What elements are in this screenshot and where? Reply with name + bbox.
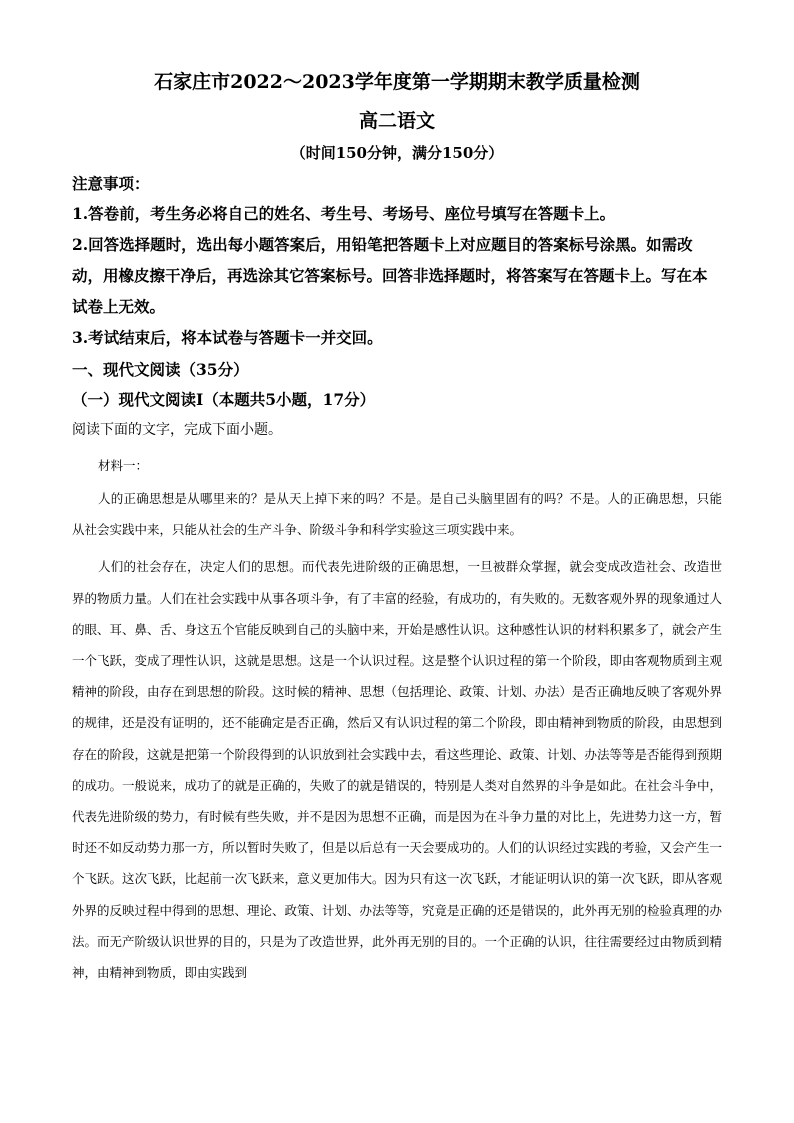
material-paragraph-1: 人的正确思想是从哪里来的？是从天上掉下来的吗？不是。是自己头脑里固有的吗？不是。人的正确思想，只能从社会实践中来，只能从社会的生产斗争、阶级斗争和科学实验这三项实践中来。	[72, 491, 722, 538]
reading-instruction: 阅读下面的文字，完成下面小题。	[72, 422, 282, 438]
exam-subject: 高二语文	[358, 110, 435, 132]
section-title: 一、现代文阅读（35分）	[72, 360, 249, 379]
exam-title: 石家庄市2022～2023学年度第一学期期末教学质量检测	[154, 71, 640, 93]
notice-item-2: 2.回答选择题时，选出每小题答案后，用铅笔把答题卡上对应题目的答案标号涂黑。如需改动，用橡皮擦干净后，再选涂其它答案标号。回答非选择题时，将答案写在答题卡上。写在本试卷上无效。	[72, 235, 708, 316]
subsection-title: （一）现代文阅读Ⅰ（本题共5小题，17分）	[72, 390, 376, 409]
notice-item-1: 1.答卷前，考生务必将自己的姓名、考生号、考场号、座位号填写在答题卡上。	[72, 204, 616, 223]
material-paragraph-2: 人们的社会存在，决定人们的思想。而代表先进阶级的正确思想，一旦被群众掌握，就会变成改造社会、改造世界的物质力量。人们在社会实践中从事各项斗争，有了丰富的经验，有成功的，有失败的。无数客观外界的现象通过人的眼、耳、鼻、舌、身这五个官能反映到自己的头脑中来，开始是感性认识。这种感性认识的材料积累多了，就会产生一个飞跃，变成了理性认识，这就是思想。这是一个认识过程。这是整个认识过程的第一个阶段，即由客观物质到主观精神的阶段，由存在到思想的阶段。这时候的精神、思想（包括理论、政策、计划、办法）是否正确地反映了客观外界的规律，还是没有证明的，还不能确定是否正确，然后又有认识过程的第二个阶段，即由精神到物质的阶段，由思想到存在的阶段，这就是把第一个阶段得到的认识放到社会实践中去，看这些理论、政策、计划、办法等等是否能得到预期的成功。一般说来，成功了的就是正确的，失败了的就是错误的，特别是人类对自然界的斗争是如此。在社会斗争中，代表先进阶级的势力，有时候有些失败，并不是因为思想不正确，而是因为在斗争力量的对比上，先进势力这一方，暂时还不如反动势力那一方，所以暂时失败了，但是以后总有一天会要成功的。人们的认识经过实践的考验，又会产生一个飞跃。这次飞跃，比起前一次飞跃来，意义更加伟大。因为只有这一次飞跃，才能证明认识的第一次飞跃，即从客观外界的反映过程中得到的思想、理论、政策、计划、办法等等，究竟是正确的还是错误的，此外再无别的检验真理的办法。而无产阶级认识世界的目的，只是为了改造世界，此外再无别的目的。一个正确的认识，往往需要经过由物质到精神，由精神到物质，即由实践到	[72, 559, 723, 981]
material-label: 材料一：	[98, 458, 149, 473]
exam-time-info: （时间150分钟，满分150分）	[290, 144, 504, 162]
notice-item-3: 3.考试结束后，将本试卷与答题卡一并交回。	[72, 328, 383, 347]
notice-title: 注意事项：	[72, 174, 150, 193]
